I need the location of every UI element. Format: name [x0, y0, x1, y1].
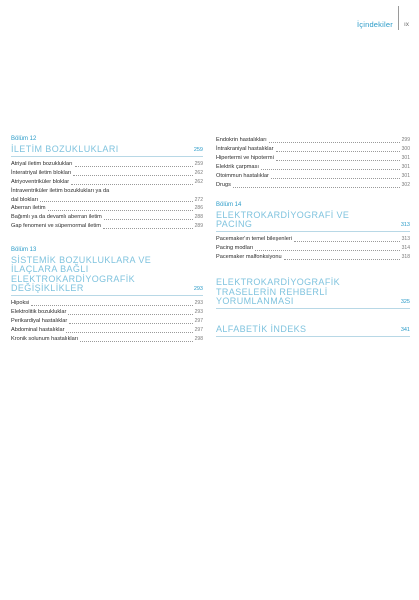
toc-entry: Atriyal iletim bozuklukları 259: [11, 161, 203, 168]
chapter-title-row: [11, 145, 203, 157]
toc-entry: İnteratriyal iletim blokları 262: [11, 170, 203, 177]
chapter-label: Bölüm 12: [11, 136, 37, 142]
toc-entry: Pacing modları 314: [216, 245, 410, 252]
chapter-title: ELEKTROKARDİYOGRAFİ VE PACING: [216, 210, 350, 230]
toc-entry: Bağımlı ya da devamlı aberran iletim 288: [11, 214, 203, 221]
page-number: ıx: [403, 20, 409, 28]
toc-entry: Pacemaker'ın temel bileşenleri 313: [216, 236, 410, 243]
toc-left-column: [11, 136, 203, 354]
section-page: 341: [400, 327, 410, 334]
chapter-title-row: [11, 256, 203, 296]
toc-entry: Elektrolitik bozukluklar 293: [11, 309, 203, 316]
chapter-13: [11, 247, 203, 344]
toc-entry: Atriyoventriküler bloklar 262: [11, 179, 203, 186]
toc-entry: Hipertermi ve hipotermi 301: [216, 155, 410, 161]
toc-entry: Gap fenomeni ve süpernormal iletim 289: [11, 223, 203, 230]
page-header: [357, 18, 409, 30]
chapter-12: [11, 136, 203, 231]
toc-entry: Endokrin hastalıkları 299: [216, 137, 410, 143]
section-page: 325: [400, 299, 410, 306]
chapter-page: 293: [193, 286, 203, 293]
toc-entry: Hipoksi 293: [11, 300, 203, 307]
section-alphabetic-index: [216, 325, 410, 337]
toc-entry: İntraventriküler iletim bozuklukları ya da dal blokları 272: [11, 188, 203, 203]
toc-entry: Abdominal hastalıklar 297: [11, 327, 203, 334]
chapter-14: [216, 202, 410, 262]
section-title-row: [216, 325, 410, 337]
toc-entry: Elektrik çarpması 301: [216, 164, 410, 170]
chapter-page: 259: [193, 147, 203, 154]
chapter-label: Bölüm 14: [216, 202, 242, 208]
running-title: İçindekiler: [356, 19, 393, 29]
toc-entry: Pacemaker malfonksiyonu 318: [216, 254, 410, 261]
toc-entry: İntrakraniyal hastalıklar 300: [216, 146, 410, 152]
toc-right-column: [216, 136, 410, 347]
section-title-row: [216, 278, 410, 309]
toc-entry: Aberran iletim 286: [11, 205, 203, 212]
chapter-label: Bölüm 13: [11, 247, 37, 254]
toc-entry: Drugs 302: [216, 182, 410, 188]
section-title: ELEKTROKARDİYOGRAFİK TRASELERİN REHBERLİ YORUMLANMASI: [216, 277, 341, 306]
header-divider: [398, 6, 399, 30]
section-guided-interpretation: [216, 278, 410, 309]
section-title: ALFABETİK İNDEKS: [216, 324, 307, 335]
chapter-title: İLETİM BOZUKLUKLARI: [11, 144, 119, 154]
chapter-page: 313: [400, 222, 410, 229]
toc-entry: Kronik solunum hastalıkları 298: [11, 336, 203, 343]
toc-entry: Perikardiyal hastalıklar 297: [11, 318, 203, 325]
chapter-title-row: [216, 211, 410, 232]
chapter-title: SİSTEMİK BOZUKLUKLARA VE İLAÇLARA BAĞLI ELEKTROKARDİYOGRAFİK DEĞİŞİKLİKLER: [11, 255, 152, 293]
toc-entry: Otoimmun hastalıklar 301: [216, 173, 410, 179]
